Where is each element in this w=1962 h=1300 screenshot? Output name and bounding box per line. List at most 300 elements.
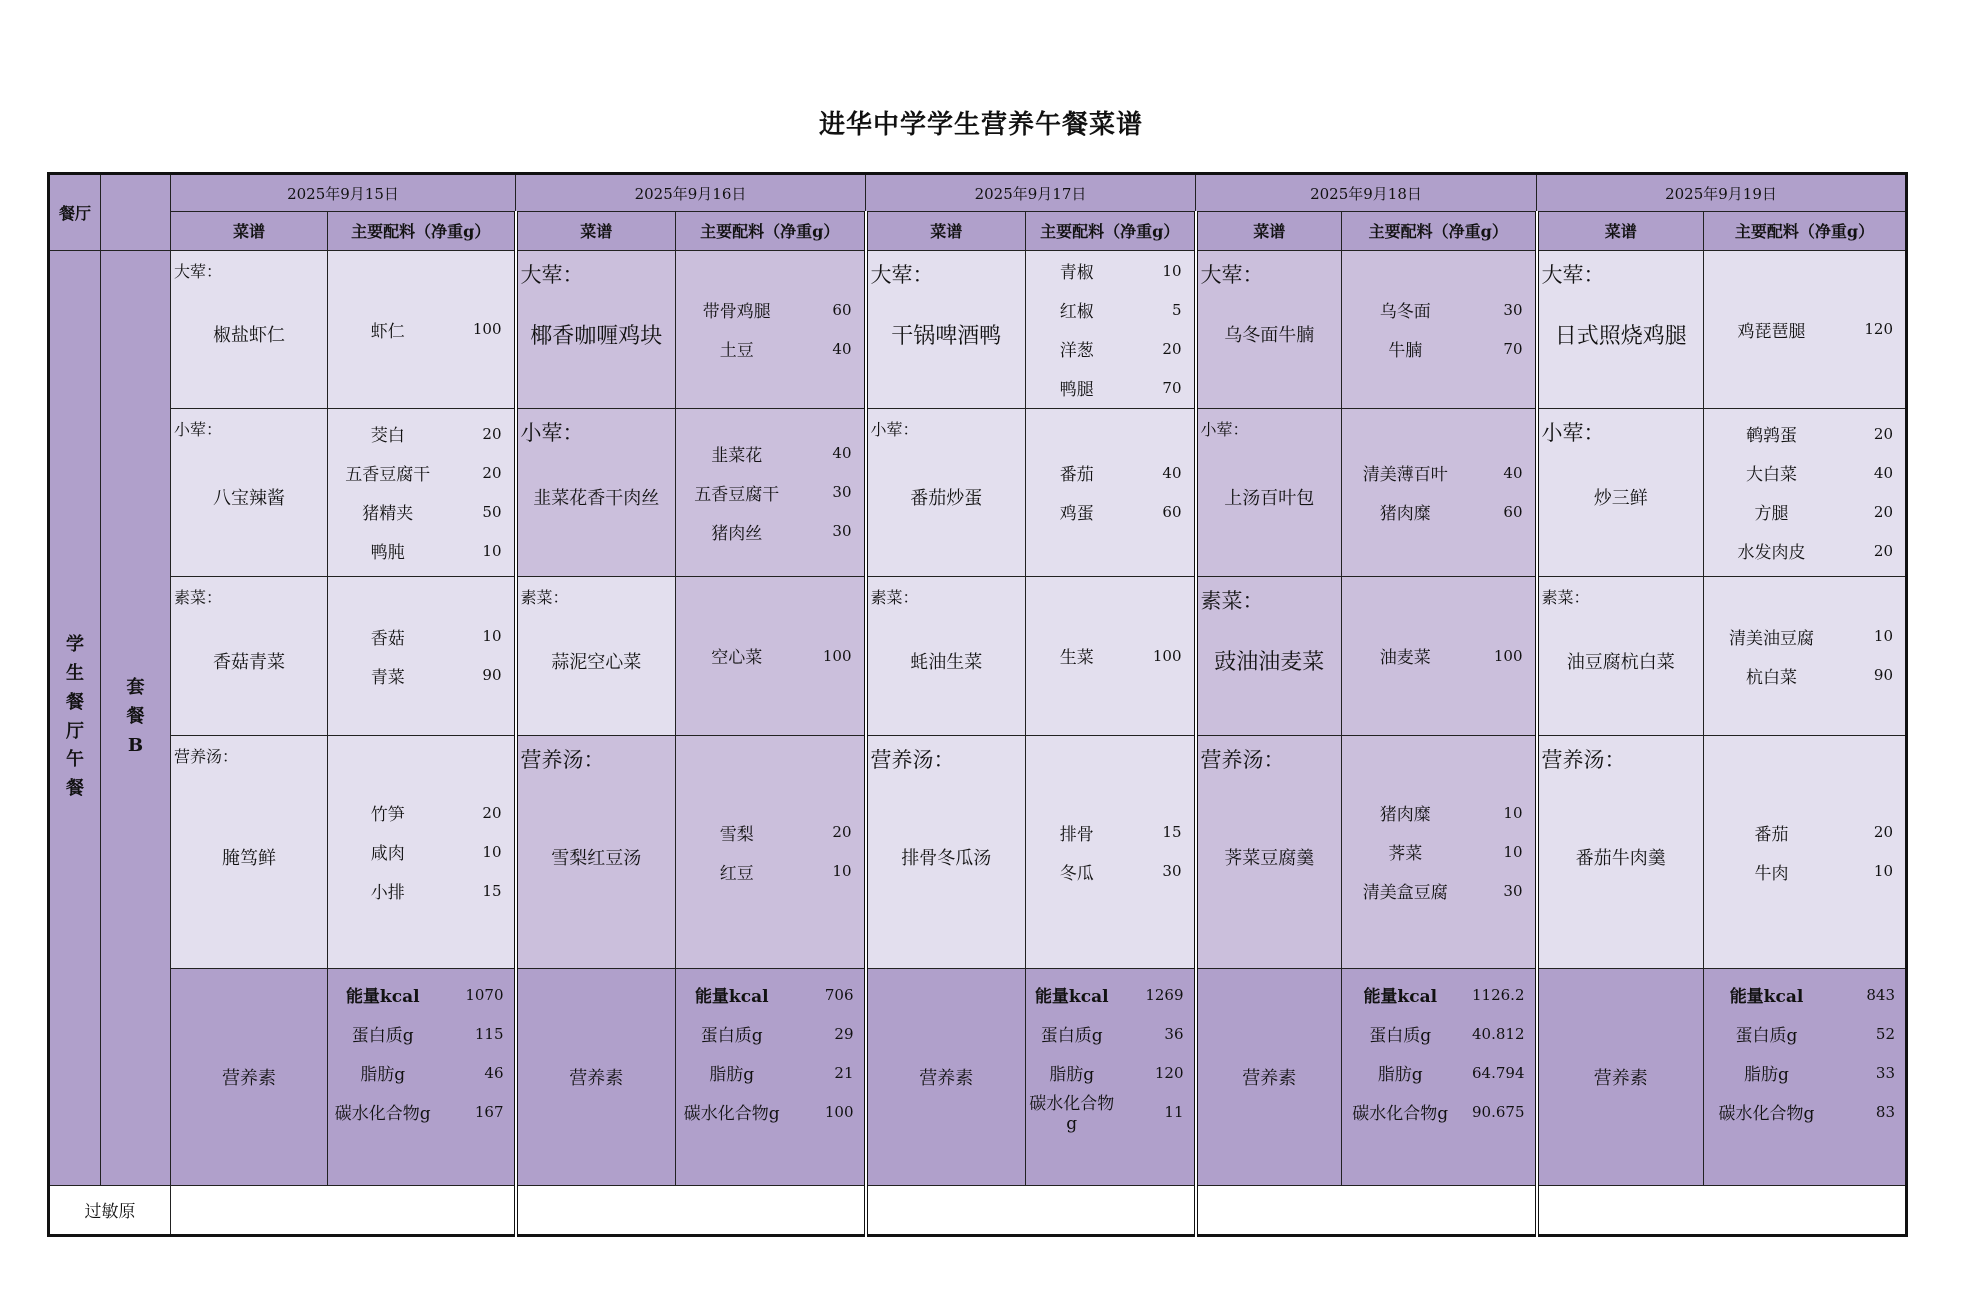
nutrient-name: 脂肪g	[1377, 1065, 1423, 1086]
nutrient-label-cell	[866, 969, 1026, 1185]
ingredient-row	[328, 656, 514, 695]
ingredients-cell-small	[328, 408, 516, 576]
category-label: 素菜：	[870, 587, 919, 607]
nutrient-value: 36	[1164, 1024, 1184, 1043]
ingredient-list	[328, 409, 514, 576]
date-header: 2025年9月19日	[1537, 174, 1907, 212]
category-label: 营养汤：	[1541, 747, 1626, 772]
ingredient-list	[1026, 577, 1194, 735]
category-label: 大荤：	[520, 262, 584, 287]
dish-name: 香菇青菜	[213, 651, 285, 673]
nutrient-value: 46	[484, 1063, 504, 1082]
category-label: 大荤：	[870, 262, 934, 287]
ingredient-list	[1704, 577, 1905, 735]
dish-cell-main	[866, 250, 1026, 408]
ingredient-row	[328, 453, 514, 492]
ingredient-name: 五香豆腐干	[694, 484, 780, 505]
dish-name: 豉油油麦菜	[1214, 650, 1325, 676]
ingredient-name: 鸭腿	[1059, 380, 1094, 401]
nutrient-label: 营养素	[1242, 1067, 1297, 1089]
ingredient-qty: 100	[1493, 646, 1523, 665]
ingredient-row	[1342, 329, 1535, 368]
nutrient-row	[1342, 1014, 1535, 1053]
ingredient-qty: 40	[832, 339, 852, 358]
dish-name: 椒盐虾仁	[213, 325, 285, 347]
ingredient-qty: 40	[1503, 463, 1523, 482]
dish-cell-veg	[516, 576, 676, 735]
dish-cell-soup	[171, 735, 328, 969]
nutrient-label-cell	[1537, 969, 1704, 1185]
nutrient-value: 167	[474, 1102, 504, 1121]
nutrient-value: 1269	[1145, 985, 1184, 1004]
dish-name: 韭菜花香干肉丝	[533, 488, 660, 510]
nutrient-name: 能量kcal	[694, 987, 769, 1008]
dish-name: 蚝油生菜	[910, 651, 983, 673]
dish-name: 荠菜豆腐羹	[1224, 847, 1315, 869]
nutrient-label-cell	[171, 969, 328, 1185]
ingredient-row	[328, 617, 514, 656]
ingredient-row	[1704, 852, 1905, 891]
ingredient-qty: 10	[482, 627, 502, 646]
nutrient-row	[676, 975, 864, 1014]
ingredient-list	[1342, 736, 1535, 969]
ingredient-name: 方腿	[1754, 504, 1789, 525]
ingredient-qty: 100	[472, 320, 502, 339]
nutrient-label-cell	[1196, 969, 1342, 1185]
ingredient-name: 大白菜	[1746, 465, 1797, 486]
nutrient-row	[1704, 975, 1905, 1014]
nutrient-row	[1026, 1092, 1194, 1135]
menu-col-header: 菜谱	[171, 212, 328, 250]
ingredient-row	[1342, 492, 1535, 531]
ingredient-qty: 10	[482, 842, 502, 861]
dish-cell-main	[516, 250, 676, 408]
ingredient-row	[328, 793, 514, 832]
ingredient-row	[1026, 813, 1194, 852]
ingredient-qty: 10	[1503, 842, 1523, 861]
ingredient-name: 排骨	[1059, 824, 1094, 845]
date-header: 2025年9月16日	[516, 174, 866, 212]
dish-name: 乌冬面牛腩	[1224, 325, 1315, 347]
nutrient-name: 碳水化合物g	[1029, 1094, 1115, 1135]
ingredient-row	[676, 473, 864, 512]
dish-cell-small	[1537, 408, 1704, 576]
nutrient-row	[1704, 1092, 1905, 1131]
ingredient-qty: 90	[1873, 666, 1893, 685]
ingredient-name: 生菜	[1059, 648, 1094, 669]
nutrient-name: 能量kcal	[1729, 987, 1804, 1008]
nutrient-values-cell	[328, 969, 516, 1185]
ingredients-col-header: 主要配料（净重g）	[1342, 212, 1537, 250]
ingredient-qty: 20	[482, 803, 502, 822]
allergen-label: 过敏原	[49, 1185, 171, 1235]
ingredients-col-header: 主要配料（净重g）	[328, 212, 516, 250]
nutrient-name: 能量kcal	[345, 987, 420, 1008]
nutrient-values-cell	[1342, 969, 1537, 1185]
ingredient-qty: 20	[482, 424, 502, 443]
ingredient-list	[1704, 409, 1905, 576]
ingredient-name: 虾仁	[370, 321, 405, 342]
nutrient-list	[328, 975, 514, 1131]
date-header: 2025年9月15日	[171, 174, 516, 212]
ingredient-name: 红椒	[1059, 302, 1094, 323]
date-header: 2025年9月18日	[1196, 174, 1537, 212]
ingredient-list	[676, 251, 864, 408]
nutrient-label: 营养素	[919, 1067, 974, 1089]
category-label: 素菜：	[520, 587, 569, 607]
ingredient-name: 荠菜	[1388, 844, 1423, 865]
dish-cell-veg	[1196, 576, 1342, 735]
ingredient-name: 番茄	[1059, 465, 1094, 486]
ingredient-row	[1026, 636, 1194, 675]
nutrient-value: 100	[824, 1102, 854, 1121]
nutrient-row	[1342, 975, 1535, 1014]
ingredient-row	[1704, 813, 1905, 852]
nutrient-label: 营养素	[222, 1067, 276, 1089]
ingredient-row	[1342, 793, 1535, 832]
ingredient-row	[1704, 453, 1905, 492]
dish-name: 椰香咖喱鸡块	[530, 323, 663, 349]
nutrient-name: 脂肪g	[360, 1065, 406, 1086]
ingredient-row	[676, 434, 864, 473]
ingredient-name: 鹌鹑蛋	[1746, 426, 1797, 447]
nutrient-row	[1026, 975, 1194, 1014]
ingredient-qty: 70	[1503, 339, 1523, 358]
ingredient-name: 猪肉糜	[1379, 805, 1431, 826]
ingredient-row	[1026, 453, 1194, 492]
ingredient-name: 鸡琵琶腿	[1737, 321, 1806, 342]
ingredient-list	[328, 736, 514, 969]
ingredients-cell-small	[1026, 408, 1196, 576]
ingredient-name: 牛腩	[1388, 341, 1423, 362]
dish-cell-main	[1537, 250, 1704, 408]
nutrient-value: 29	[834, 1024, 854, 1043]
nutrient-value: 843	[1866, 985, 1895, 1004]
nutrient-row	[676, 1014, 864, 1053]
nutrient-name: 蛋白质g	[351, 1026, 414, 1047]
dish-cell-small	[171, 408, 328, 576]
dish-cell-small	[1196, 408, 1342, 576]
ingredient-list	[676, 409, 864, 576]
ingredient-row	[1026, 290, 1194, 329]
ingredient-list	[1704, 736, 1905, 969]
ingredient-row	[1704, 656, 1905, 695]
ingredient-qty: 60	[832, 300, 852, 319]
ingredient-qty: 30	[1503, 881, 1523, 900]
ingredient-name: 红豆	[719, 863, 754, 884]
dish-name: 炒三鲜	[1593, 488, 1648, 510]
ingredient-qty: 100	[1152, 646, 1182, 665]
ingredient-name: 冬瓜	[1059, 863, 1094, 884]
ingredient-row	[676, 329, 864, 368]
ingredient-qty: 70	[1162, 378, 1182, 397]
nutrient-name: 蛋白质g	[1369, 1026, 1432, 1047]
ingredient-qty: 10	[482, 541, 502, 560]
nutrient-value: 40.812	[1472, 1024, 1525, 1043]
ingredient-row	[676, 636, 864, 675]
ingredient-row	[328, 310, 514, 349]
nutrient-value: 1126.2	[1472, 985, 1525, 1004]
category-label: 大荤：	[1200, 262, 1264, 287]
ingredients-cell-soup	[1026, 735, 1196, 969]
nutrient-row	[1704, 1014, 1905, 1053]
nutrient-value: 115	[474, 1024, 504, 1043]
ingredient-row	[1026, 492, 1194, 531]
ingredient-qty: 100	[822, 646, 852, 665]
category-label: 小荤：	[1541, 420, 1605, 445]
ingredient-row	[1704, 310, 1905, 349]
nutrient-name: 蛋白质g	[1040, 1026, 1103, 1047]
category-label: 素菜：	[1541, 587, 1590, 607]
ingredient-name: 竹笋	[370, 805, 405, 826]
ingredient-qty: 30	[832, 483, 852, 502]
nutrient-name: 碳水化合物g	[1718, 1104, 1815, 1125]
ingredient-qty: 20	[1873, 424, 1893, 443]
ingredients-cell-main	[328, 250, 516, 408]
menu-col-header: 菜谱	[866, 212, 1026, 250]
dish-name: 八宝辣酱	[213, 488, 285, 510]
ingredients-cell-main	[676, 250, 866, 408]
ingredients-col-header: 主要配料（净重g）	[1704, 212, 1907, 250]
nutrient-value: 706	[824, 985, 854, 1004]
ingredient-row	[1342, 453, 1535, 492]
category-label: 大荤：	[1541, 262, 1605, 287]
nutrient-row	[1342, 1092, 1535, 1131]
ingredient-qty: 20	[1162, 339, 1182, 358]
ingredient-list	[328, 251, 514, 408]
dish-cell-soup	[516, 735, 676, 969]
nutrient-value: 33	[1875, 1063, 1895, 1082]
category-label: 营养汤：	[1200, 747, 1285, 772]
ingredient-qty: 40	[1162, 463, 1182, 482]
ingredient-list	[328, 577, 514, 735]
ingredient-name: 鸭肫	[370, 543, 405, 564]
ingredient-name: 空心菜	[711, 648, 763, 669]
ingredient-row	[328, 832, 514, 871]
ingredient-row	[328, 531, 514, 570]
nutrient-value: 64.794	[1472, 1063, 1525, 1082]
category-label: 营养汤：	[174, 746, 239, 766]
ingredient-name: 香菇	[370, 628, 405, 649]
menu-col-header: 菜谱	[1196, 212, 1342, 250]
nutrient-value: 83	[1875, 1102, 1895, 1121]
ingredient-name: 茭白	[370, 426, 405, 447]
ingredient-qty: 10	[1873, 862, 1893, 881]
nutrient-row	[328, 1092, 514, 1131]
ingredient-qty: 15	[1162, 823, 1182, 842]
category-label: 营养汤：	[870, 747, 955, 772]
ingredient-qty: 5	[1171, 300, 1182, 319]
ingredients-cell-soup	[1704, 735, 1907, 969]
nutrient-list	[1026, 975, 1194, 1135]
ingredient-row	[1704, 531, 1905, 570]
ingredients-cell-veg	[328, 576, 516, 735]
ingredient-name: 杭白菜	[1746, 667, 1797, 688]
dish-cell-soup	[1196, 735, 1342, 969]
ingredient-name: 五香豆腐干	[345, 465, 431, 486]
dish-cell-soup	[866, 735, 1026, 969]
ingredient-list	[1026, 251, 1194, 408]
ingredient-qty: 10	[1162, 261, 1182, 280]
ingredients-col-header: 主要配料（净重g）	[1026, 212, 1196, 250]
ingredients-cell-veg	[1026, 576, 1196, 735]
allergen-cell	[171, 1185, 516, 1235]
ingredient-list	[676, 736, 864, 969]
ingredient-name: 青菜	[370, 667, 405, 688]
ingredient-name: 小排	[370, 883, 405, 904]
ingredient-name: 番茄	[1754, 824, 1789, 845]
ingredient-qty: 20	[1873, 541, 1893, 560]
allergen-cell	[1537, 1185, 1907, 1235]
dish-name: 腌笃鲜	[222, 847, 276, 869]
dish-cell-veg	[866, 576, 1026, 735]
ingredients-cell-small	[1704, 408, 1907, 576]
dish-cell-main	[171, 250, 328, 408]
dish-cell-small	[516, 408, 676, 576]
category-label: 素菜：	[1200, 588, 1264, 613]
nutrient-row	[676, 1053, 864, 1092]
nutrient-row	[328, 1053, 514, 1092]
ingredient-list	[1704, 251, 1905, 408]
nutrient-row	[676, 1092, 864, 1131]
dish-name: 上汤百叶包	[1224, 488, 1315, 510]
ingredient-row	[676, 290, 864, 329]
ingredients-cell-main	[1342, 250, 1537, 408]
ingredient-name: 猪精夹	[362, 504, 414, 525]
ingredient-qty: 30	[1162, 862, 1182, 881]
ingredient-qty: 15	[482, 881, 502, 900]
page-title: 进华中学学生营养午餐菜谱	[818, 110, 1143, 140]
category-label: 小荤：	[870, 419, 919, 439]
nutrient-name: 脂肪g	[709, 1065, 755, 1086]
allergen-cell	[1196, 1185, 1537, 1235]
ingredient-list	[676, 577, 864, 735]
ingredient-row	[1342, 832, 1535, 871]
ingredients-cell-main	[1704, 250, 1907, 408]
ingredient-name: 牛肉	[1754, 863, 1789, 884]
ingredient-name: 咸肉	[370, 844, 405, 865]
ingredients-cell-soup	[328, 735, 516, 969]
nutrient-name: 碳水化合物g	[334, 1104, 431, 1125]
menu-table	[47, 172, 1908, 1237]
ingredients-col-header: 主要配料（净重g）	[676, 212, 866, 250]
ingredient-row	[676, 852, 864, 891]
ingredient-list	[1342, 251, 1535, 408]
dish-name: 油豆腐杭白菜	[1566, 651, 1675, 673]
nutrient-list	[676, 975, 864, 1131]
ingredient-list	[1342, 577, 1535, 735]
nutrient-value: 1070	[465, 985, 504, 1004]
ingredient-name: 乌冬面	[1379, 302, 1431, 323]
set-header	[101, 174, 171, 251]
nutrient-values-cell	[1704, 969, 1907, 1185]
ingredient-qty: 60	[1162, 502, 1182, 521]
category-label: 小荤：	[1200, 419, 1249, 439]
ingredient-row	[1026, 329, 1194, 368]
ingredient-name: 鸡蛋	[1059, 504, 1094, 525]
allergen-cell	[866, 1185, 1196, 1235]
nutrient-row	[1342, 1053, 1535, 1092]
ingredient-list	[1026, 409, 1194, 576]
ingredient-name: 雪梨	[719, 824, 754, 845]
nutrient-name: 脂肪g	[1744, 1065, 1789, 1086]
restaurant-name	[49, 250, 101, 1185]
ingredient-row	[1704, 414, 1905, 453]
nutrient-label: 营养素	[569, 1067, 624, 1089]
ingredient-name: 洋葱	[1059, 341, 1094, 362]
ingredient-row	[328, 492, 514, 531]
dish-name: 排骨冬瓜汤	[901, 847, 992, 869]
ingredient-row	[328, 871, 514, 910]
ingredient-qty: 10	[832, 862, 852, 881]
category-label: 小荤：	[520, 420, 584, 445]
dish-cell-veg	[1537, 576, 1704, 735]
nutrient-row	[1704, 1053, 1905, 1092]
ingredient-row	[1704, 617, 1905, 656]
nutrient-value: 11	[1164, 1102, 1184, 1121]
ingredient-row	[1342, 636, 1535, 675]
ingredient-list	[1026, 736, 1194, 969]
nutrient-value: 90.675	[1472, 1102, 1525, 1121]
dish-cell-main	[1196, 250, 1342, 408]
category-label: 素菜：	[174, 587, 223, 607]
ingredient-name: 猪肉丝	[711, 523, 763, 544]
nutrient-name: 脂肪g	[1049, 1065, 1095, 1086]
ingredient-qty: 30	[832, 522, 852, 541]
ingredient-qty: 10	[1873, 627, 1893, 646]
dish-name: 番茄牛肉羹	[1575, 847, 1666, 869]
ingredients-cell-soup	[676, 735, 866, 969]
ingredient-qty: 20	[1873, 823, 1893, 842]
nutrient-list	[1704, 975, 1905, 1131]
nutrient-value: 21	[834, 1063, 854, 1082]
ingredients-cell-veg	[676, 576, 866, 735]
nutrient-list	[1342, 975, 1535, 1131]
ingredient-name: 猪肉糜	[1379, 504, 1431, 525]
menu-col-header: 菜谱	[516, 212, 676, 250]
ingredient-row	[1342, 871, 1535, 910]
ingredient-name: 青椒	[1059, 263, 1094, 284]
set-name	[101, 250, 171, 1185]
nutrient-name: 能量kcal	[1034, 987, 1109, 1008]
restaurant-name-text: 学生餐厅午餐	[66, 634, 84, 800]
restaurant-header: 餐厅	[49, 174, 101, 251]
category-label: 小荤：	[174, 419, 223, 439]
allergen-cell	[516, 1185, 866, 1235]
date-header: 2025年9月17日	[866, 174, 1196, 212]
ingredient-name: 清美油豆腐	[1729, 628, 1814, 649]
ingredient-qty: 20	[832, 823, 852, 842]
menu-col-header: 菜谱	[1537, 212, 1704, 250]
nutrient-label: 营养素	[1593, 1067, 1648, 1089]
nutrient-name: 碳水化合物g	[683, 1104, 780, 1125]
category-label: 营养汤：	[520, 747, 605, 772]
ingredient-name: 清美薄百叶	[1362, 465, 1448, 486]
ingredient-qty: 40	[1873, 463, 1893, 482]
nutrient-values-cell	[1026, 969, 1196, 1185]
ingredient-qty: 90	[482, 666, 502, 685]
set-name-text: 套餐B	[126, 677, 145, 756]
ingredient-row	[1026, 251, 1194, 290]
category-label: 大荤：	[174, 261, 223, 281]
ingredient-name: 土豆	[719, 341, 754, 362]
nutrient-row	[328, 1014, 514, 1053]
dish-cell-soup	[1537, 735, 1704, 969]
nutrient-value: 120	[1154, 1063, 1184, 1082]
dish-cell-veg	[171, 576, 328, 735]
ingredient-name: 水发肉皮	[1737, 543, 1806, 564]
nutrient-row	[1026, 1014, 1194, 1053]
